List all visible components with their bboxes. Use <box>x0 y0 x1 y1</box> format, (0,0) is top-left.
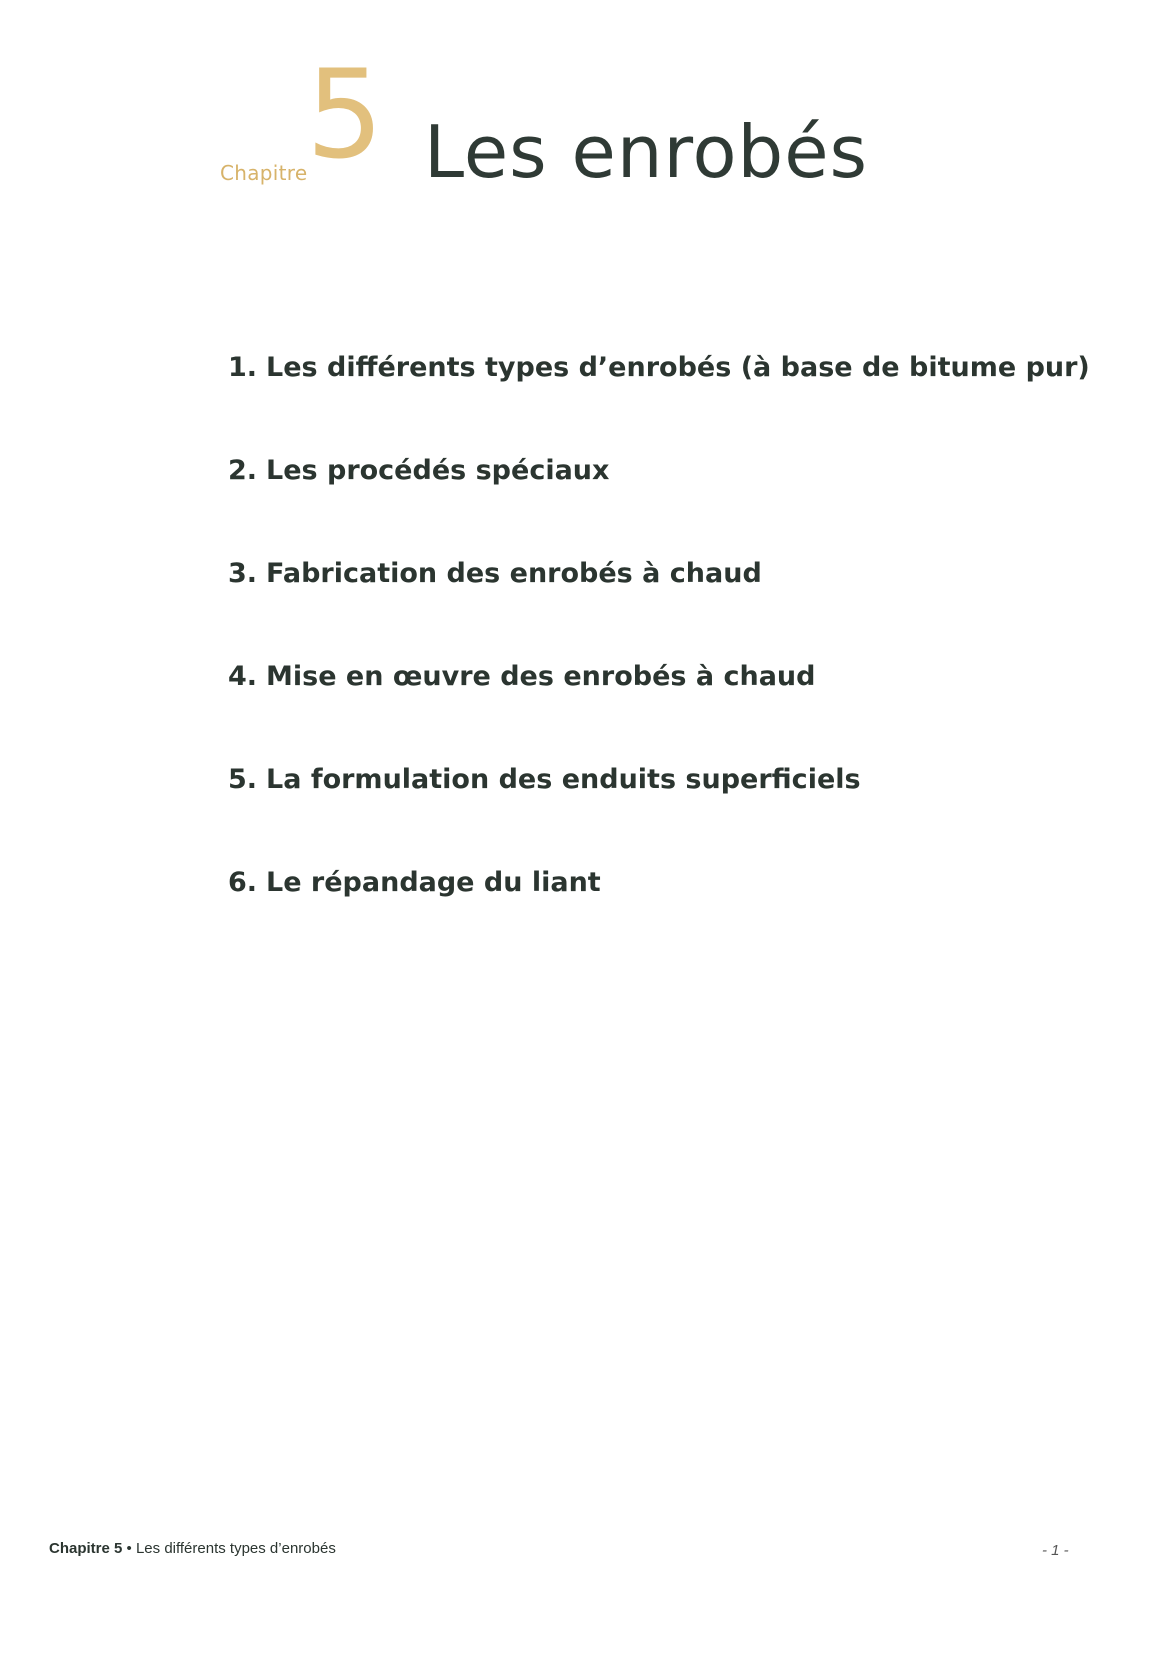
toc-item <box>228 352 1088 455</box>
toc-item <box>228 455 1088 558</box>
toc-item-label: Le répandage du liant <box>266 867 601 898</box>
toc-item-label: Les procédés spéciaux <box>266 455 610 486</box>
toc-item-label: Mise en œuvre des enrobés à chaud <box>266 661 816 692</box>
toc-item <box>228 867 1088 970</box>
table-of-contents <box>228 352 1088 970</box>
footer-section: Les différents types d’enrobés <box>135 1540 336 1557</box>
toc-item-number: 1. <box>228 352 258 383</box>
toc-item-number: 6. <box>228 867 258 898</box>
chapter-number: 5 <box>306 44 384 186</box>
footer-separator: • <box>126 1540 132 1557</box>
chapter-label: Chapitre <box>220 161 308 185</box>
toc-item-label: La formulation des enduits superficiels <box>266 764 861 795</box>
toc-item-label: Fabrication des enrobés à chaud <box>266 558 762 589</box>
toc-item <box>228 558 1088 661</box>
toc-item-number: 2. <box>228 455 258 486</box>
toc-item-number: 5. <box>228 764 258 795</box>
toc-item-number: 3. <box>228 558 258 589</box>
toc-item-number: 4. <box>228 661 258 692</box>
toc-item-label: Les différents types d’enrobés (à base de bitume pur) <box>266 352 1090 383</box>
page-footer <box>49 1540 336 1557</box>
page-title: Les enrobés <box>424 110 869 194</box>
page-number: - 1 - <box>1042 1542 1069 1559</box>
chapter-header <box>0 44 1168 210</box>
footer-chapter: Chapitre 5 <box>49 1540 123 1557</box>
toc-item <box>228 764 1088 867</box>
toc-item <box>228 661 1088 764</box>
